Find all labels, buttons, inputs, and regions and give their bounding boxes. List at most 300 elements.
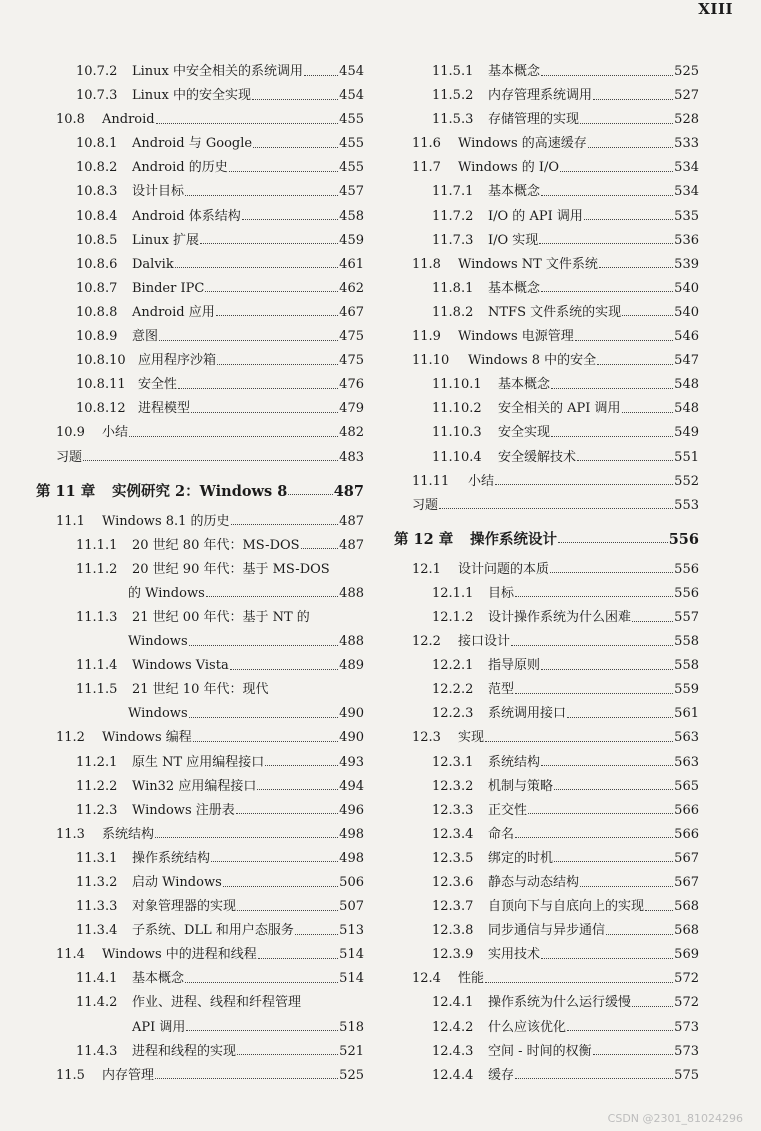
- leader-dots: [223, 886, 338, 887]
- toc-entry-title: 操作系统结构: [132, 850, 211, 866]
- toc-entry[interactable]: [36, 1016, 364, 1040]
- leader-dots: [156, 123, 339, 124]
- toc-entry[interactable]: [36, 534, 364, 558]
- toc-entry-page: 483: [339, 449, 364, 465]
- toc-entry-title: NTFS 文件系统的实现: [488, 304, 622, 320]
- toc-entry-title: Windows 8 中的安全: [468, 353, 597, 369]
- leader-dots: [632, 621, 673, 622]
- leader-dots: [511, 645, 673, 646]
- leader-dots: [155, 1078, 338, 1079]
- toc-entry-page: 493: [339, 754, 364, 770]
- toc-entry-title: 正交性: [488, 802, 528, 818]
- toc-entry[interactable]: [36, 510, 364, 534]
- toc-entry[interactable]: [394, 325, 699, 349]
- toc-entry-title: Windows Vista: [132, 658, 229, 674]
- leader-dots: [159, 340, 338, 341]
- toc-entry[interactable]: [394, 726, 699, 750]
- toc-entry-number: 12.1.2: [432, 609, 474, 625]
- toc-entry-page: 547: [674, 353, 699, 369]
- toc-entry[interactable]: [394, 421, 699, 445]
- toc-entry[interactable]: [36, 373, 364, 397]
- toc-entry-page: 455: [339, 160, 364, 176]
- toc-entry-page: 573: [674, 1019, 699, 1035]
- toc-entry-page: 573: [674, 1043, 699, 1059]
- leader-dots: [567, 717, 673, 718]
- toc-entry-number: 11.5.1: [432, 64, 474, 79]
- toc-entry-number: 11.4.3: [76, 1043, 118, 1059]
- toc-entry[interactable]: [36, 229, 364, 253]
- toc-entry[interactable]: [36, 726, 364, 750]
- toc-entry-number: 11.2.1: [76, 754, 118, 770]
- toc-entry[interactable]: [394, 1064, 699, 1088]
- toc-entry-number: 11.3.4: [76, 923, 118, 939]
- toc-entry[interactable]: [36, 325, 364, 349]
- toc-entry-title: 实用技术: [488, 947, 541, 963]
- toc-entry-page: 572: [674, 995, 699, 1011]
- leader-dots: [185, 982, 338, 983]
- toc-entry-number: 11.10: [412, 353, 450, 369]
- toc-entry[interactable]: [36, 1040, 364, 1064]
- toc-entry-title: 指导原则: [488, 658, 541, 674]
- toc-entry-number: 12.2.3: [432, 706, 474, 722]
- toc-entry[interactable]: [394, 108, 699, 132]
- toc-entry-page: 568: [674, 899, 699, 915]
- toc-entry[interactable]: [394, 301, 699, 325]
- toc-entry-number: 11.3: [56, 826, 85, 842]
- toc-entry-title: 对象管理器的实现: [132, 899, 237, 915]
- page-number: XIII: [698, 0, 733, 18]
- toc-entry-title: 原生 NT 应用编程接口: [132, 754, 265, 770]
- leader-dots: [622, 315, 673, 316]
- toc-entry-title: 缓存: [488, 1067, 515, 1083]
- toc-entry[interactable]: [36, 446, 364, 470]
- leader-dots: [541, 765, 673, 766]
- toc-entry-title: Android 的历史: [132, 160, 228, 176]
- toc-entry-page: 521: [339, 1043, 364, 1059]
- leader-dots: [189, 645, 339, 646]
- toc-entry-title: 20 世纪 80 年代：MS-DOS: [132, 537, 300, 553]
- toc-entry[interactable]: [36, 871, 364, 895]
- toc-entry[interactable]: [394, 943, 699, 967]
- toc-entry-title: 进程模型: [138, 401, 191, 417]
- toc-entry-page: 572: [674, 971, 699, 987]
- toc-entry-title: 系统调用接口: [488, 706, 567, 722]
- leader-dots: [551, 388, 673, 389]
- toc-entry[interactable]: [36, 630, 364, 654]
- toc-entry[interactable]: [36, 108, 364, 132]
- toc-entry[interactable]: [394, 132, 699, 156]
- toc-entry-page: 475: [339, 353, 364, 369]
- leader-dots: [567, 1030, 673, 1031]
- leader-dots: [551, 436, 673, 437]
- leader-dots: [515, 596, 673, 597]
- toc-entry[interactable]: [394, 1016, 699, 1040]
- toc-entry-title: 安全实现: [498, 425, 551, 441]
- toc-entry-page: 490: [339, 730, 364, 746]
- toc-entry[interactable]: [36, 277, 364, 301]
- toc-entry[interactable]: [394, 180, 699, 204]
- toc-entry[interactable]: [36, 205, 364, 229]
- toc-entry-number: 11.1.2: [76, 561, 118, 577]
- toc-entry-title: Windows 注册表: [132, 802, 235, 818]
- leader-dots: [528, 813, 673, 814]
- toc-entry-title: 安全缓解技术: [498, 449, 577, 465]
- toc-entry[interactable]: [36, 919, 364, 943]
- leader-dots: [301, 548, 339, 549]
- toc-entry[interactable]: [394, 1040, 699, 1064]
- toc-entry[interactable]: [394, 277, 699, 301]
- leader-dots: [193, 741, 338, 742]
- toc-entry[interactable]: [36, 678, 364, 702]
- toc-entry-title: 内存管理: [102, 1067, 155, 1083]
- toc-entry-page: 489: [339, 658, 364, 674]
- leader-dots: [191, 412, 338, 413]
- toc-entry-number: 12.4.4: [432, 1067, 474, 1083]
- toc-entry[interactable]: [394, 84, 699, 108]
- toc-entry-title: Android: [102, 112, 155, 128]
- toc-entry-number: 10.8.3: [76, 184, 118, 200]
- toc-entry-page: 536: [674, 232, 699, 248]
- toc-entry[interactable]: [394, 606, 699, 630]
- toc-entry-page: 487: [339, 537, 364, 553]
- leader-dots: [129, 436, 338, 437]
- leader-dots: [541, 669, 673, 670]
- toc-entry[interactable]: [394, 919, 699, 943]
- toc-entry[interactable]: [394, 678, 699, 702]
- toc-entry-number: 12.3.8: [432, 923, 474, 939]
- toc-entry-title: 空间 - 时间的权衡: [488, 1043, 592, 1059]
- toc-entry-page: 569: [674, 947, 699, 963]
- toc-entry-number: 11.7.1: [432, 184, 474, 200]
- toc-entry[interactable]: [36, 132, 364, 156]
- toc-entry-page: 525: [674, 64, 699, 79]
- toc-entry-page: 462: [339, 280, 364, 296]
- toc-entry-title: 习题: [412, 497, 439, 513]
- toc-entry-title: 静态与动态结构: [488, 875, 580, 890]
- toc-entry-page: 498: [339, 850, 364, 866]
- leader-dots: [645, 910, 673, 911]
- toc-entry[interactable]: [36, 582, 364, 606]
- toc-entry-number: 12.3.3: [432, 802, 474, 818]
- leader-dots: [580, 123, 673, 124]
- leader-dots: [580, 886, 673, 887]
- toc-entry-page: 454: [339, 88, 364, 104]
- toc-entry-title: 子系统、DLL 和用户态服务: [132, 923, 294, 939]
- toc-entry[interactable]: [36, 156, 364, 180]
- leader-dots: [295, 934, 338, 935]
- toc-entry-number: 11.4.2: [76, 995, 118, 1011]
- toc-entry[interactable]: [36, 895, 364, 919]
- toc-entry-page: 552: [674, 473, 699, 489]
- toc-entry-title: 小结: [102, 425, 129, 441]
- toc-entry[interactable]: [36, 253, 364, 277]
- toc-entry-page: 556: [668, 530, 699, 548]
- toc-entry-number: 11.3.2: [76, 875, 118, 890]
- toc-entry-page: 567: [674, 875, 699, 890]
- toc-entry[interactable]: [36, 301, 364, 325]
- leader-dots: [541, 195, 673, 196]
- toc-entry-page: 487: [339, 513, 364, 529]
- toc-entry-number: 12.1: [412, 561, 441, 577]
- toc-entry-title: Win32 应用编程接口: [132, 778, 257, 794]
- toc-entry-number: 11.3.3: [76, 899, 118, 915]
- toc-entry-title: 同步通信与异步通信: [488, 923, 606, 939]
- toc-entry-title: API 调用: [132, 1019, 186, 1035]
- toc-entry-title: 进程和线程的实现: [132, 1043, 237, 1059]
- leader-dots: [550, 572, 673, 573]
- leader-dots: [485, 982, 673, 983]
- toc-entry[interactable]: [394, 205, 699, 229]
- toc-entry-page: 565: [674, 778, 699, 794]
- toc-entry-page: 540: [674, 280, 699, 296]
- toc-entry-page: 488: [339, 585, 364, 601]
- toc-entry-page: 482: [339, 425, 364, 441]
- toc-entry-number: 12.4.3: [432, 1043, 474, 1059]
- toc-entry[interactable]: [394, 253, 699, 277]
- toc-entry-number: 11.2.2: [76, 778, 118, 794]
- toc-entry-title: 目标: [488, 585, 515, 601]
- toc-entry[interactable]: [394, 470, 699, 494]
- toc-entry-number: 第 12 章: [394, 530, 454, 548]
- leader-dots: [178, 388, 338, 389]
- toc-entry-title: 设计问题的本质: [458, 561, 550, 577]
- leader-dots: [175, 267, 338, 268]
- toc-entry[interactable]: [36, 421, 364, 445]
- toc-entry-number: 12.3.7: [432, 899, 474, 915]
- toc-entry[interactable]: [36, 606, 364, 630]
- toc-entry[interactable]: [36, 84, 364, 108]
- toc-entry-page: 455: [339, 112, 364, 128]
- toc-entry-page: 534: [674, 160, 699, 176]
- leader-dots: [217, 364, 338, 365]
- toc-entry-title: 命名: [488, 826, 515, 842]
- toc-entry[interactable]: [36, 180, 364, 204]
- leader-dots: [541, 75, 673, 76]
- toc-entry[interactable]: [394, 349, 699, 373]
- toc-entry[interactable]: [36, 967, 364, 991]
- toc-entry[interactable]: [36, 1064, 364, 1088]
- toc-entry-title: 安全相关的 API 调用: [498, 401, 621, 417]
- toc-entry[interactable]: [394, 847, 699, 871]
- toc-entry-number: 10.9: [56, 425, 85, 441]
- leader-dots: [439, 508, 673, 509]
- toc-entry-page: 548: [674, 401, 699, 417]
- toc-entry[interactable]: [394, 751, 699, 775]
- leader-dots: [593, 1054, 674, 1055]
- toc-entry[interactable]: [36, 823, 364, 847]
- toc-entry[interactable]: [394, 630, 699, 654]
- toc-entry-page: 551: [674, 449, 699, 465]
- toc-entry-title: 基本概念: [488, 64, 541, 79]
- toc-entry-page: 514: [339, 971, 364, 987]
- toc-entry[interactable]: [394, 373, 699, 397]
- toc-entry-number: 第 11 章: [36, 482, 96, 500]
- toc-entry-number: 11.4: [56, 947, 85, 963]
- toc-entry-title: Windows 的 I/O: [458, 160, 560, 176]
- toc-entry[interactable]: [36, 349, 364, 373]
- toc-entry-title: 性能: [458, 971, 485, 987]
- leader-dots: [515, 693, 673, 694]
- toc-entry-title: 基本概念: [488, 280, 541, 296]
- toc-chapter-entry[interactable]: [36, 476, 364, 507]
- toc-entry-title: Windows NT 文件系统: [458, 256, 598, 272]
- toc-entry-page: 527: [674, 88, 699, 104]
- toc-entry[interactable]: [36, 775, 364, 799]
- toc-entry-title: 21 世纪 00 年代：基于 NT 的: [132, 609, 310, 625]
- toc-entry-number: 12.4.2: [432, 1019, 474, 1035]
- toc-entry-number: 11.10.4: [432, 449, 482, 465]
- toc-entry[interactable]: [394, 799, 699, 823]
- toc-entry[interactable]: [394, 823, 699, 847]
- toc-entry-page: 525: [339, 1067, 364, 1083]
- leader-dots: [216, 315, 338, 316]
- toc-entry-number: 11.7: [412, 160, 441, 176]
- leader-dots: [575, 340, 673, 341]
- toc-entry[interactable]: [36, 847, 364, 871]
- toc-entry-number: 11.9: [412, 329, 441, 345]
- toc-entry-title: Windows 编程: [102, 730, 192, 746]
- toc-entry-page: 507: [339, 899, 364, 915]
- toc-entry-title: Windows 中的进程和线程: [102, 947, 257, 963]
- leader-dots: [200, 243, 338, 244]
- leader-dots: [622, 412, 674, 413]
- toc-entry[interactable]: [394, 229, 699, 253]
- toc-entry-number: 12.3: [412, 730, 441, 746]
- leader-dots: [236, 813, 338, 814]
- toc-entry-number: 10.8: [56, 112, 85, 128]
- toc-entry-title: Windows 的高速缓存: [458, 136, 587, 152]
- toc-entry[interactable]: [394, 654, 699, 678]
- toc-entry-number: 10.8.7: [76, 280, 118, 296]
- toc-entry-page: 556: [674, 561, 699, 577]
- toc-entry-page: 518: [339, 1019, 364, 1035]
- toc-entry-title: Linux 扩展: [132, 232, 199, 248]
- leader-dots: [485, 741, 673, 742]
- toc-entry-title: 绑定的时机: [488, 850, 554, 866]
- toc-entry-number: 11.2.3: [76, 802, 118, 818]
- toc-entry-page: 488: [339, 634, 364, 650]
- leader-dots: [258, 958, 338, 959]
- toc-entry-title: 接口设计: [458, 634, 511, 650]
- leader-dots: [577, 460, 673, 461]
- leader-dots: [632, 1006, 673, 1007]
- toc-entry-title: Android 体系结构: [132, 208, 241, 224]
- toc-chapter-entry[interactable]: [394, 524, 699, 555]
- toc-entry[interactable]: [36, 991, 364, 1015]
- toc-entry[interactable]: [36, 558, 364, 582]
- toc-entry-number: 11.5.2: [432, 88, 474, 104]
- toc-entry[interactable]: [394, 582, 699, 606]
- leader-dots: [515, 837, 673, 838]
- toc-entry-page: 548: [674, 377, 699, 393]
- toc-entry-title: 设计操作系统为什么困难: [488, 609, 632, 625]
- toc-entry[interactable]: [394, 60, 699, 84]
- toc-entry-number: 11.10.1: [432, 377, 482, 393]
- leader-dots: [206, 596, 338, 597]
- toc-entry-page: 494: [339, 778, 364, 794]
- toc-entry[interactable]: [394, 967, 699, 991]
- toc-entry-number: 12.2.2: [432, 682, 474, 698]
- toc-entry-page: 540: [674, 304, 699, 320]
- toc-entry-title: 操作系统设计: [470, 530, 557, 548]
- toc-entry-page: 496: [339, 802, 364, 818]
- toc-entry-title: 范型: [488, 682, 515, 698]
- toc-entry-title: 应用程序沙箱: [138, 353, 217, 369]
- toc-entry-number: 11.1.5: [76, 682, 118, 698]
- toc-entry[interactable]: [394, 446, 699, 470]
- toc-entry[interactable]: [394, 702, 699, 726]
- toc-entry[interactable]: [394, 775, 699, 799]
- toc-entry-title: 21 世纪 10 年代：现代: [132, 682, 269, 698]
- toc-entry[interactable]: [394, 871, 699, 895]
- toc-entry-number: 11.7.3: [432, 232, 474, 248]
- toc-entry[interactable]: [36, 397, 364, 421]
- toc-entry-number: 10.8.10: [76, 353, 126, 369]
- leader-dots: [606, 934, 673, 935]
- leader-dots: [558, 542, 668, 543]
- leader-dots: [155, 837, 338, 838]
- toc-entry-number: 10.8.8: [76, 304, 118, 320]
- toc-entry-title: Binder IPC: [132, 280, 205, 296]
- toc-entry-number: 12.4: [412, 971, 441, 987]
- toc-left-column: [36, 60, 364, 1088]
- toc-entry-page: 514: [339, 947, 364, 963]
- toc-entry[interactable]: [394, 895, 699, 919]
- toc-entry[interactable]: [394, 494, 699, 518]
- toc-entry[interactable]: [394, 156, 699, 180]
- toc-entry-page: 568: [674, 923, 699, 939]
- toc-entry-number: 11.2: [56, 730, 85, 746]
- toc-entry-page: 534: [674, 184, 699, 200]
- leader-dots: [584, 219, 673, 220]
- toc-entry-number: 10.8.9: [76, 329, 118, 345]
- toc-entry[interactable]: [36, 751, 364, 775]
- toc-entry-number: 11.3.1: [76, 850, 118, 866]
- toc-entry-page: 558: [674, 634, 699, 650]
- toc-entry-title: 习题: [56, 449, 83, 465]
- toc-entry[interactable]: [36, 799, 364, 823]
- toc-entry-number: 11.4.1: [76, 971, 118, 987]
- toc-entry[interactable]: [394, 397, 699, 421]
- toc-entry-number: 11.8: [412, 256, 441, 272]
- toc-entry[interactable]: [36, 654, 364, 678]
- toc-entry-page: 563: [674, 754, 699, 770]
- toc-entry[interactable]: [36, 702, 364, 726]
- toc-entry-page: 476: [339, 377, 364, 393]
- toc-entry[interactable]: [36, 60, 364, 84]
- leader-dots: [83, 460, 338, 461]
- toc-entry-title: 机制与策略: [488, 778, 554, 794]
- toc-entry-number: 10.8.1: [76, 136, 118, 152]
- toc-entry-page: 556: [674, 585, 699, 601]
- toc-entry-page: 533: [674, 136, 699, 152]
- toc-entry[interactable]: [36, 943, 364, 967]
- toc-entry-number: 12.3.1: [432, 754, 474, 770]
- toc-entry-page: 528: [674, 112, 699, 128]
- toc-entry[interactable]: [394, 991, 699, 1015]
- toc-entry-page: 549: [674, 425, 699, 441]
- toc-entry-page: 539: [674, 256, 699, 272]
- toc-entry-title: Linux 中安全相关的系统调用: [132, 64, 303, 79]
- toc-entry-title: 实现: [458, 730, 485, 746]
- leader-dots: [231, 524, 339, 525]
- toc-entry[interactable]: [394, 558, 699, 582]
- toc-entry-page: 457: [339, 184, 364, 200]
- leader-dots: [539, 243, 673, 244]
- toc-entry-title: 安全性: [138, 377, 178, 393]
- toc-entry-title: Windows 电源管理: [458, 329, 574, 345]
- toc-entry-page: 455: [339, 136, 364, 152]
